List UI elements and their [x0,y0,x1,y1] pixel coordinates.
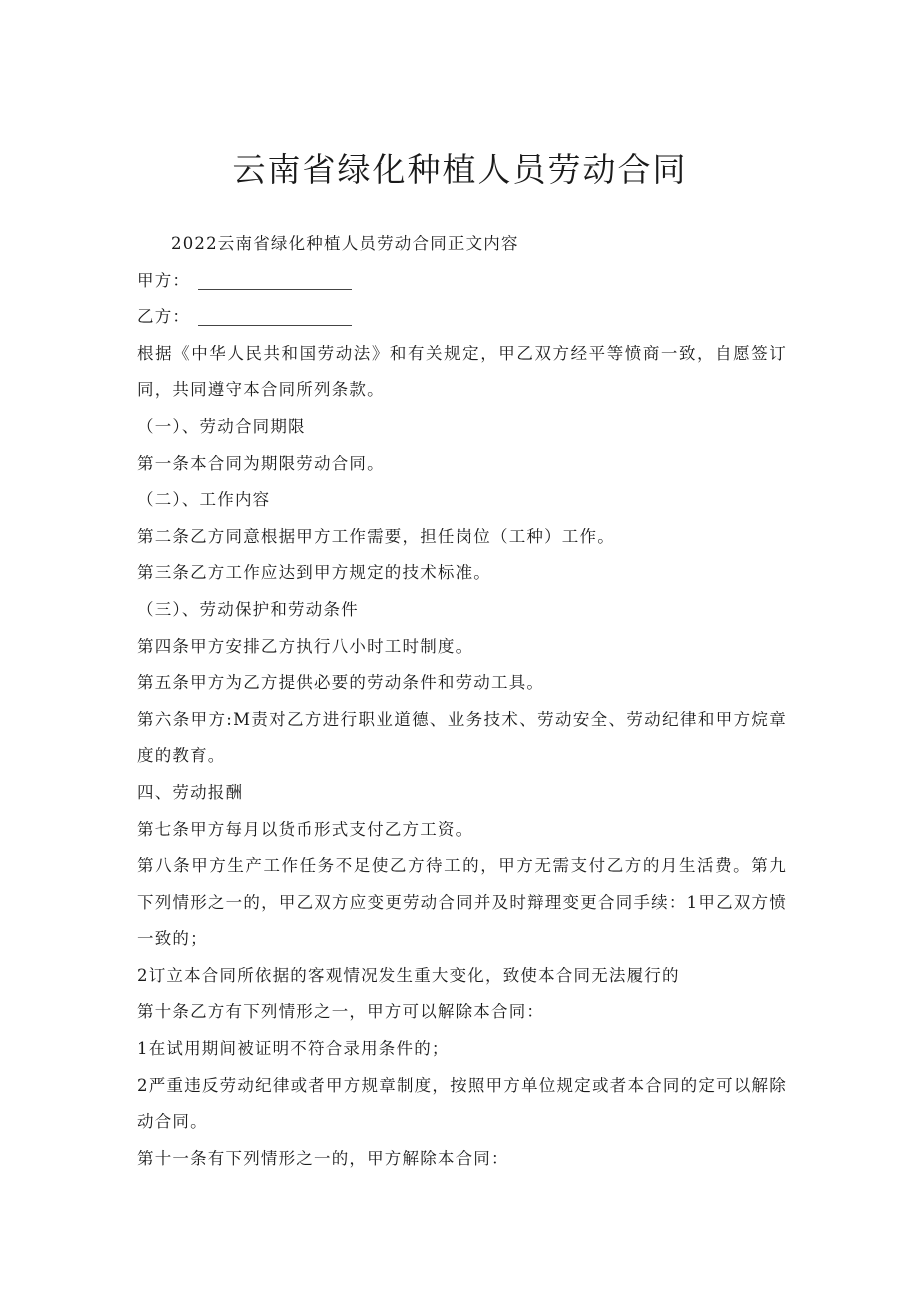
paragraph-line: 根据《中华人民共和国劳动法》和有关规定，甲乙双方经平等愤商一致，自愿签订 [137,343,787,363]
section-heading: 四、劳动报酬 [137,782,244,802]
paragraph-line: 1在试用期间被证明不符合录用条件的； [137,1039,450,1059]
paragraph-line: 2订立本合同所依据的客观情况发生重大变化，致使本合同无法履行的 [137,965,680,985]
paragraph-line: 第五条甲方为乙方提供必要的劳动条件和劳动工具。 [137,673,545,693]
section-heading: （三）、劳动保护和劳动条件 [137,599,359,619]
party-b-blank-field[interactable] [198,305,352,326]
paragraph-line: 第十条乙方有下列情形之一，甲方可以解除本合同： [137,1002,545,1022]
party-b-row [137,299,787,336]
paragraph-line: 下列情形之一的，甲乙双方应变更劳动合同并及时辩理变更合同手续：1甲乙双方愤 [137,892,787,912]
paragraph-line: 第一条本合同为期限劳动合同。 [137,453,385,473]
paragraph-line: 第六条甲方:M责对乙方进行职业道德、业务技术、劳动安全、劳动纪律和甲方烷章 [137,709,787,729]
paragraph-line: 第二条乙方同意根据甲方工作需要，担任岗位（工种）工作。 [137,526,615,546]
party-a-blank-field[interactable] [198,269,352,290]
paragraph-line: 第七条甲方每月以货币形式支付乙方工资。 [137,819,474,839]
paragraph-line: 第三条乙方工作应达到甲方规定的技术标准。 [137,563,491,583]
document-subtitle: 2022云南省绿化种植人员劳动合同正文内容 [171,234,519,253]
paragraph-line: 第四条甲方安排乙方执行八小时工时制度。 [137,636,474,656]
section-heading: （一）、劳动合同期限 [137,416,306,436]
party-b-label: 乙方： [137,307,191,327]
paragraph-line: 第八条甲方生产工作任务不足使乙方待工的，甲方无需支付乙方的月生活费。第九 [137,856,787,876]
paragraph-line: 第十一条有下列情形之一的，甲方解除本合同： [137,1148,509,1168]
section-heading: （二）、工作内容 [137,490,271,510]
paragraph-line: 动合同。 [137,1112,208,1132]
document-body [137,226,787,1177]
document-title: 云南省绿化种植人员劳动合同 [232,150,688,189]
paragraph-line: 同，共同遵守本合同所列条款。 [137,380,385,400]
paragraph-line: 2严重违反劳动纪律或者甲方规章制度，按照甲方单位规定或者本合同的定可以解除 [137,1075,787,1095]
party-a-row [137,263,787,300]
paragraph-line: 度的教育。 [137,746,226,766]
party-a-label: 甲方： [137,270,191,290]
paragraph-line: 一致的； [137,929,208,949]
